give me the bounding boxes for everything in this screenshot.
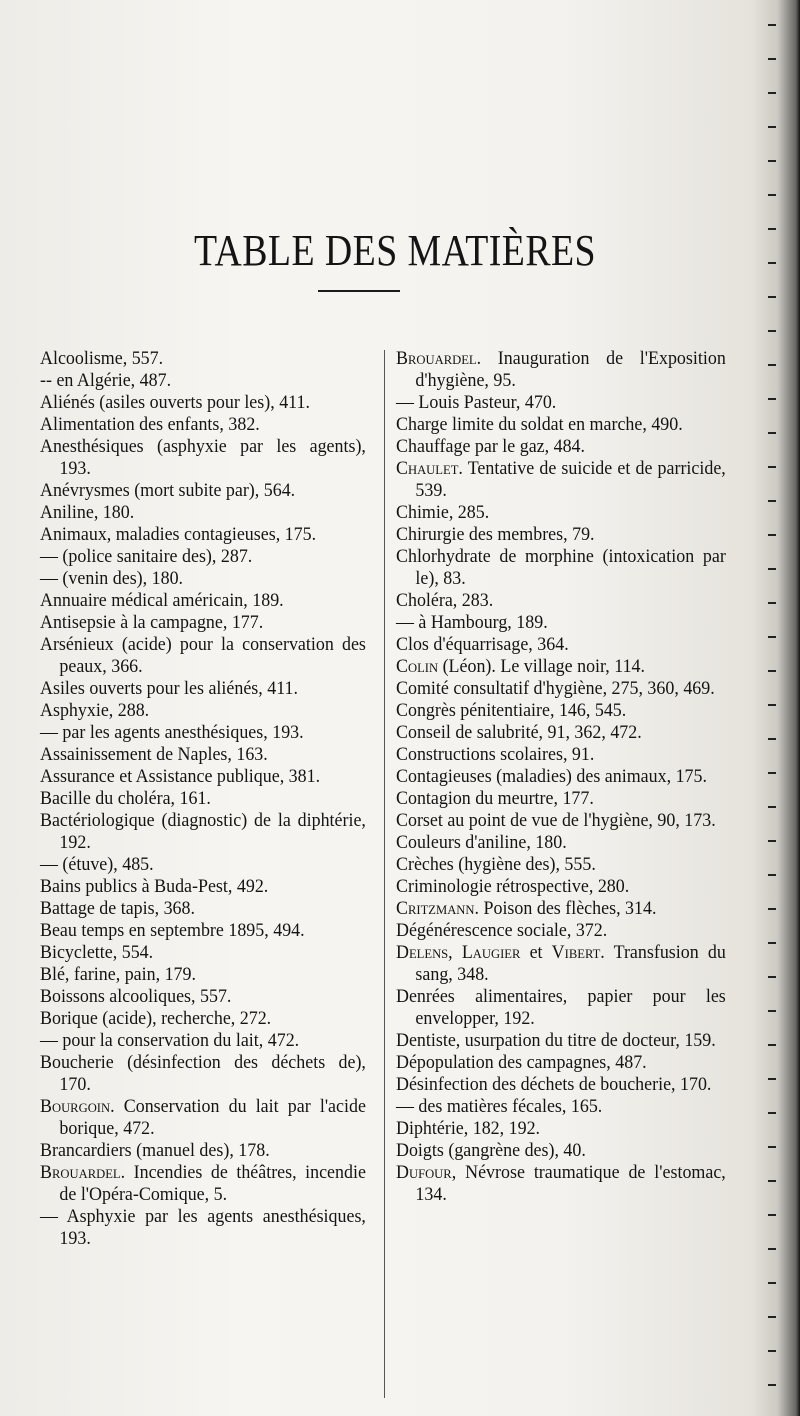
index-entry-text: Alimentation des enfants, 382. (40, 415, 260, 435)
index-entry-text: Incendies de théâtres, incendie de l'Opéra-Comique, 5. (59, 1163, 366, 1205)
binding-tick (768, 1214, 776, 1216)
index-entry-text: Denrées alimentaires, papier pour les envelopper, 192. (396, 987, 726, 1029)
index-entry (396, 1118, 726, 1140)
index-entry (396, 744, 726, 766)
index-entry (396, 590, 726, 612)
binding-tick (768, 262, 776, 264)
binding-tick (768, 976, 776, 978)
binding-tick (768, 1282, 776, 1284)
index-entry (396, 810, 726, 832)
index-entry (396, 458, 726, 502)
binding-tick (768, 534, 776, 536)
index-entry-text: Boissons alcooliques, 557. (40, 987, 232, 1007)
binding-tick (768, 364, 776, 366)
index-entry-text: Inauguration de l'Exposition d'hygiène, 95. (415, 349, 726, 391)
binding-tick (768, 160, 776, 162)
binding-tick (768, 1044, 776, 1046)
index-entry (40, 678, 366, 700)
index-entry (396, 722, 726, 744)
binding-tick (768, 1146, 776, 1148)
index-entry-text: Arsénieux (acide) pour la conservation des peaux, 366. (40, 635, 366, 677)
index-entry-author: Bourgoin. (40, 1097, 115, 1117)
index-entry-text: — (venin des), 180. (40, 569, 184, 589)
binding-tick (768, 942, 776, 944)
binding-tick (768, 500, 776, 502)
index-entry (40, 1206, 366, 1250)
binding-tick (768, 194, 776, 196)
index-entry (396, 832, 726, 854)
binding-ticks (768, 0, 776, 1416)
index-entry (396, 524, 726, 546)
index-entry (40, 964, 366, 986)
index-entry-author: Delens, Laugier (396, 943, 521, 963)
index-entry (40, 1162, 366, 1206)
index-entry (40, 1052, 366, 1096)
binding-tick (768, 568, 776, 570)
index-entry (40, 392, 366, 414)
index-entry-text: Constructions scolaires, 91. (396, 745, 595, 765)
index-entry-text: Choléra, 283. (396, 591, 494, 611)
index-entry (40, 1008, 366, 1030)
index-entry (396, 414, 726, 436)
index-entry (40, 898, 366, 920)
binding-tick (768, 296, 776, 298)
index-entry (40, 1096, 366, 1140)
index-entry (396, 766, 726, 788)
index-entry-text: Dégénérescence sociale, 372. (396, 921, 608, 941)
binding-tick (768, 840, 776, 842)
index-entry-text: Contagion du meurtre, 177. (396, 789, 594, 809)
index-entry-text: (Léon). Le village noir, 114. (438, 657, 646, 677)
index-entry-text: Bicyclette, 554. (40, 943, 154, 963)
index-entry-text: -- en Algérie, 487. (40, 371, 172, 391)
index-entry-text: Diphtérie, 182, 192. (396, 1119, 541, 1139)
index-entry-text: Chauffage par le gaz, 484. (396, 437, 586, 457)
index-entry-text: Aniline, 180. (40, 503, 135, 523)
index-entry-text: Couleurs d'aniline, 180. (396, 833, 567, 853)
index-entry (40, 524, 366, 546)
binding-tick (768, 806, 776, 808)
binding-tick (768, 228, 776, 230)
index-entry-author: Chaulet. (396, 459, 463, 479)
index-entry (396, 348, 726, 392)
binding-tick (768, 1010, 776, 1012)
index-entry (40, 480, 366, 502)
index-entry-text: Chimie, 285. (396, 503, 490, 523)
index-entry-author: Vibert. (551, 943, 605, 963)
binding-tick (768, 602, 776, 604)
index-entry-text: Bacille du choléra, 161. (40, 789, 211, 809)
index-entry (40, 854, 366, 876)
binding-tick (768, 908, 776, 910)
index-entry-author: Colin (396, 657, 439, 677)
binding-tick (768, 1180, 776, 1182)
index-entry-text: Bactériologique (diagnostic) de la diphtérie, 192. (40, 811, 366, 853)
binding-tick (768, 1248, 776, 1250)
binding-tick (768, 92, 776, 94)
index-entry (40, 568, 366, 590)
index-entry (40, 744, 366, 766)
index-entry-text: Conseil de salubrité, 91, 362, 472. (396, 723, 642, 743)
index-entry (40, 436, 366, 480)
index-entry-text: Doigts (gangrène des), 40. (396, 1141, 586, 1161)
index-entry-text: Crèches (hygiène des), 555. (396, 855, 596, 875)
binding-tick (768, 772, 776, 774)
index-entry (396, 502, 726, 524)
index-entry (40, 348, 366, 370)
index-entry-text: Chirurgie des membres, 79. (396, 525, 595, 545)
index-entry (396, 920, 726, 942)
index-entry-text: Dentiste, usurpation du titre de docteur, 159. (396, 1031, 716, 1051)
index-entry (396, 986, 726, 1030)
index-entry-text: Dépopulation des campagnes, 487. (396, 1053, 647, 1073)
index-entry-text: Alcoolisme, 557. (40, 349, 164, 369)
index-entry-author: Brouardel. (396, 349, 482, 369)
index-entry-text: — Louis Pasteur, 470. (396, 393, 557, 413)
index-column-right (396, 348, 736, 1206)
index-entry (40, 1030, 366, 1052)
index-entry-text: Battage de tapis, 368. (40, 899, 195, 919)
index-entry-text: — pour la conservation du lait, 472. (40, 1031, 300, 1051)
index-entry-text: Désinfection des déchets de boucherie, 170. (396, 1075, 712, 1095)
binding-tick (768, 670, 776, 672)
index-entry-text: Anesthésiques (asphyxie par les agents), 193. (40, 437, 366, 479)
index-entry (40, 546, 366, 568)
index-entry (396, 898, 726, 920)
index-entry (40, 1140, 366, 1162)
index-entry (396, 656, 726, 678)
index-entry-text: Comité consultatif d'hygiène, 275, 360, 469. (396, 679, 715, 699)
index-entry (396, 634, 726, 656)
index-entry-text: Antisepsie à la campagne, 177. (40, 613, 264, 633)
index-entry-text: Charge limite du soldat en marche, 490. (396, 415, 683, 435)
index-entry (396, 854, 726, 876)
index-entry (40, 766, 366, 788)
index-entry (396, 1140, 726, 1162)
index-entry (396, 876, 726, 898)
column-divider (384, 350, 385, 1398)
index-column-left (40, 348, 376, 1250)
index-entry (40, 590, 366, 612)
index-entry (396, 788, 726, 810)
index-entry-text: Asiles ouverts pour les aliénés, 411. (40, 679, 299, 699)
binding-tick (768, 1350, 776, 1352)
binding-tick (768, 738, 776, 740)
index-entry (40, 370, 366, 392)
index-entry (396, 1052, 726, 1074)
index-entry-text: — par les agents anesthésiques, 193. (40, 723, 304, 743)
index-entry-text: Bains publics à Buda-Pest, 492. (40, 877, 269, 897)
index-entry-text: Tentative de suicide et de parricide, 539. (415, 459, 726, 501)
binding-tick (768, 636, 776, 638)
index-entry-text: Annuaire médical américain, 189. (40, 591, 284, 611)
index-entry (40, 414, 366, 436)
index-entry (40, 722, 366, 744)
binding-tick (768, 1078, 776, 1080)
index-entry-text: Brancardiers (manuel des), 178. (40, 1141, 270, 1161)
index-entry-author: Dufour, (396, 1163, 457, 1183)
index-entry-text: Asphyxie, 288. (40, 701, 150, 721)
index-entry-text: Conservation du lait par l'acide borique, 472. (59, 1097, 366, 1139)
index-entry (396, 700, 726, 722)
index-entry-text: Assainissement de Naples, 163. (40, 745, 268, 765)
binding-tick (768, 126, 776, 128)
index-entry (396, 1096, 726, 1118)
page-title: TABLE DES MATIÈRES (193, 226, 597, 276)
index-entry (40, 788, 366, 810)
index-entry (40, 986, 366, 1008)
binding-tick (768, 874, 776, 876)
index-entry (396, 678, 726, 700)
index-entry-text: Beau temps en septembre 1895, 494. (40, 921, 305, 941)
index-entry (40, 876, 366, 898)
binding-tick (768, 1316, 776, 1318)
binding-tick (768, 704, 776, 706)
index-entry (396, 1074, 726, 1096)
index-entry (396, 1162, 726, 1206)
index-entry-text: Animaux, maladies contagieuses, 175. (40, 525, 317, 545)
index-entry-text: Boucherie (désinfection des déchets de), 170. (40, 1053, 366, 1095)
index-entry-text: Borique (acide), recherche, 272. (40, 1009, 272, 1029)
index-entry-text: — Asphyxie par les agents anesthésiques, 193. (40, 1207, 366, 1249)
index-entry-text: Blé, farine, pain, 179. (40, 965, 196, 985)
binding-tick (768, 330, 776, 332)
index-entry-text: Criminologie rétrospective, 280. (396, 877, 630, 897)
binding-tick (768, 1384, 776, 1386)
index-entry-text: — à Hambourg, 189. (396, 613, 548, 633)
index-entry (40, 502, 366, 524)
binding-tick (768, 432, 776, 434)
index-entry-text: Transfusion du sang, 348. (415, 943, 726, 985)
index-entry-text: Contagieuses (maladies) des animaux, 175. (396, 767, 707, 787)
index-entry-text: Névrose traumatique de l'estomac, 134. (415, 1163, 726, 1205)
index-entry-text: — (étuve), 485. (40, 855, 154, 875)
index-entry (396, 436, 726, 458)
binding-tick (768, 58, 776, 60)
index-entry (40, 634, 366, 678)
index-entry-text: Anévrysmes (mort subite par), 564. (40, 481, 296, 501)
index-entry (40, 942, 366, 964)
index-entry-text: Poison des flèches, 314. (479, 899, 657, 919)
index-entry (396, 612, 726, 634)
index-entry (40, 612, 366, 634)
index-entry-text: Congrès pénitentiaire, 146, 545. (396, 701, 627, 721)
index-entry-text: et (520, 943, 552, 963)
index-entry (396, 1030, 726, 1052)
index-entry-text: Aliénés (asiles ouverts pour les), 411. (40, 393, 310, 413)
index-entry-author: Critzmann. (396, 899, 480, 919)
index-entry (396, 546, 726, 590)
index-entry-text: Clos d'équarrisage, 364. (396, 635, 569, 655)
title-rule (318, 290, 400, 292)
index-entry (40, 700, 366, 722)
index-entry-text: Chlorhydrate de morphine (intoxication par le), 83. (396, 547, 726, 589)
index-entry (40, 810, 366, 854)
index-entry-author: Brouardel. (40, 1163, 126, 1183)
index-entry-text: — des matières fécales, 165. (396, 1097, 603, 1117)
index-entry (396, 942, 726, 986)
index-entry (396, 392, 726, 414)
index-entry (40, 920, 366, 942)
binding-tick (768, 24, 776, 26)
binding-tick (768, 466, 776, 468)
index-entry-text: Corset au point de vue de l'hygiène, 90, 173. (396, 811, 716, 831)
binding-tick (768, 398, 776, 400)
binding-tick (768, 1112, 776, 1114)
index-entry-text: Assurance et Assistance publique, 381. (40, 767, 321, 787)
index-entry-text: — (police sanitaire des), 287. (40, 547, 253, 567)
